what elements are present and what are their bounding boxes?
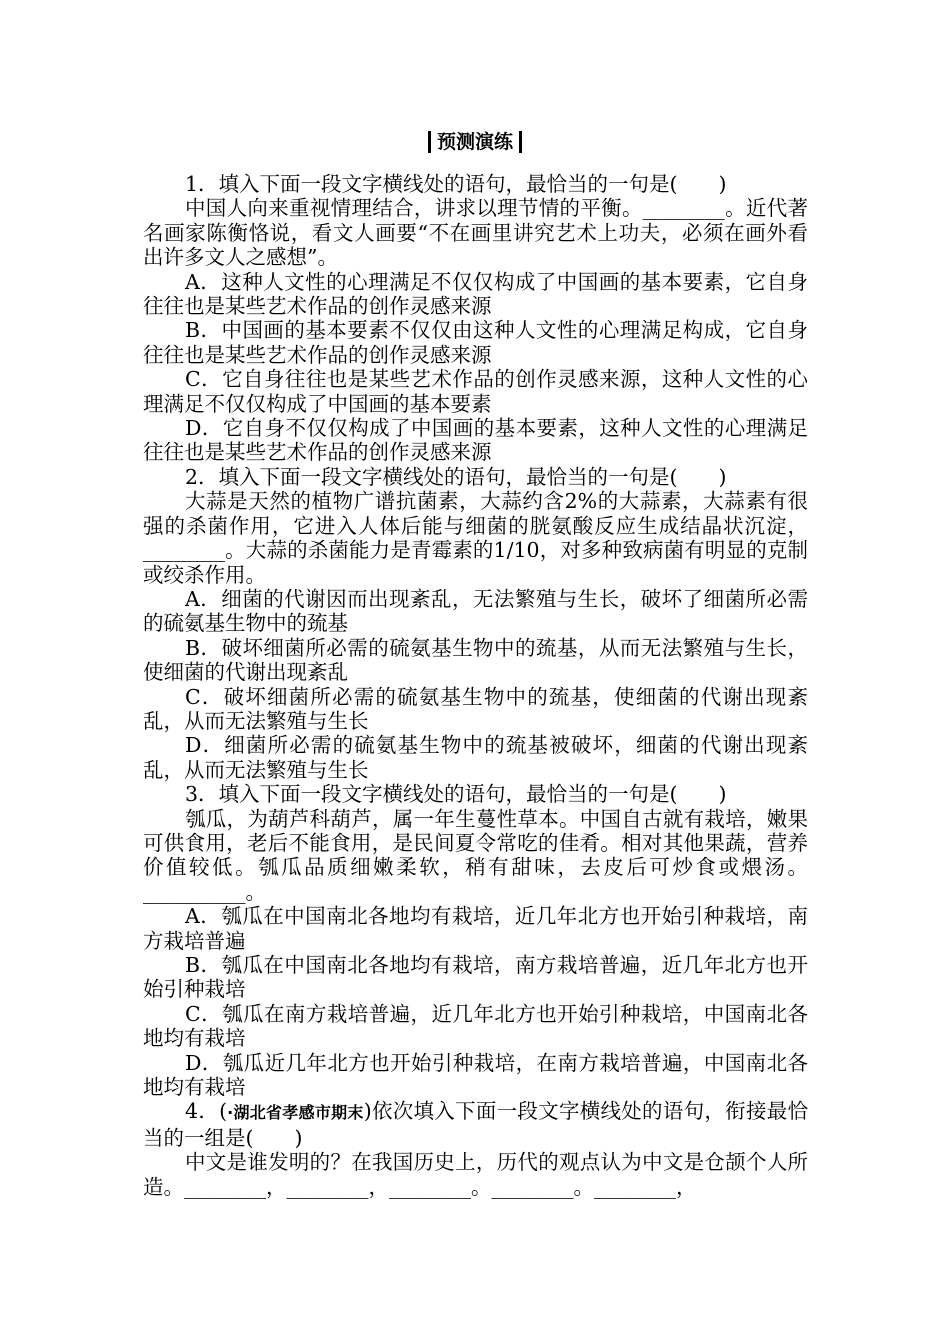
q2-option-c: C．破坏细菌所必需的硫氨基生物中的巯基，使细菌的代谢出现紊乱，从而无法繁殖与生长 xyxy=(143,684,808,733)
q4-number: 4．( xyxy=(185,1099,228,1124)
q1-option-b: B．中国画的基本要素不仅仅由这种人文性的心理满足构成，它自身往往也是某些艺术作品的创作灵感来源 xyxy=(143,318,808,367)
q1-passage: 中国人向来重视情理结合，讲求以理节情的平衡。________。近代著名画家陈衡恪说，看文人画要“不在画里讲究艺术上功夫，必须在画外看出许多文人之感想”。 xyxy=(143,196,808,270)
q4-source: ·湖北省孝感市期末 xyxy=(227,1103,364,1123)
section-heading xyxy=(0,128,950,156)
q3-option-c: C．瓠瓜在南方栽培普遍，近几年北方也开始引种栽培，中国南北各地均有栽培 xyxy=(143,1001,808,1051)
q1-option-d: D．它自身不仅仅构成了中国画的基本要素，这种人文性的心理满足往往也是某些艺术作品的创作灵感来源 xyxy=(143,416,808,465)
q2-option-d: D．细菌所必需的硫氨基生物中的巯基被破坏，细菌的代谢出现紊乱，从而无法繁殖与生长 xyxy=(143,733,808,782)
q4-stem-text: )依次填入下面一段文字横线处的语句，衔接最恰当的一组是( ) xyxy=(143,1099,808,1150)
heading-label: 预测演练 xyxy=(428,131,522,153)
q3-option-b: B．瓠瓜在中国南北各地均有栽培，南方栽培普遍，近几年北方也开始引种栽培 xyxy=(143,953,808,1002)
q3-option-d: D．瓠瓜近几年北方也开始引种栽培，在南方栽培普遍，中国南北各地均有栽培 xyxy=(143,1050,808,1100)
q2-option-a: A．细菌的代谢因而出现紊乱，无法繁殖与生长，破坏了细菌所必需的硫氨基生物中的巯基 xyxy=(143,586,808,636)
q4-passage: 中文是谁发明的？在我国历史上，历代的观点认为中文是仓颉个人所造。________，________，________。________。________， xyxy=(143,1150,808,1199)
q2-option-b: B．破坏细菌所必需的硫氨基生物中的巯基，从而无法繁殖与生长，使细菌的代谢出现紊乱 xyxy=(143,635,808,685)
q3-passage: 瓠瓜，为葫芦科葫芦，属一年生蔓性草本。中国自古就有栽培，嫩果可供食用，老后不能食用，是民间夏令常吃的佳肴。相对其他果蔬，营养价值较低。瓠瓜品质细嫩柔软，稍有甜味，去皮后可炒食或煨汤。__________。 xyxy=(143,806,808,904)
q3-option-a: A．瓠瓜在中国南北各地均有栽培，近几年北方也开始引种栽培，南方栽培普遍 xyxy=(143,904,808,953)
exercise-content xyxy=(143,172,808,1199)
q1-option-c: C．它自身往往也是某些艺术作品的创作灵感来源，这种人文性的心理满足不仅仅构成了中国画的基本要素 xyxy=(143,367,808,416)
q2-stem: 2．填入下面一段文字横线处的语句，最恰当的一句是( ) xyxy=(185,464,727,489)
q4-stem xyxy=(143,1099,808,1150)
q2-passage: 大蒜是天然的植物广谱抗菌素，大蒜约含2%的大蒜素，大蒜素有很强的杀菌作用，它进入人体后能与细菌的胱氨酸反应生成结晶状沉淀，________。大蒜的杀菌能力是青霉素的1/10，对多种致病菌有明显的克制或绞杀作用。 xyxy=(143,489,808,587)
q3-stem: 3．填入下面一段文字横线处的语句，最恰当的一句是( ) xyxy=(185,782,727,807)
q1-stem: 1．填入下面一段文字横线处的语句，最恰当的一句是( ) xyxy=(185,172,727,196)
q1-option-a: A．这种人文性的心理满足不仅仅构成了中国画的基本要素，它自身往往也是某些艺术作品的创作灵感来源 xyxy=(143,269,808,319)
